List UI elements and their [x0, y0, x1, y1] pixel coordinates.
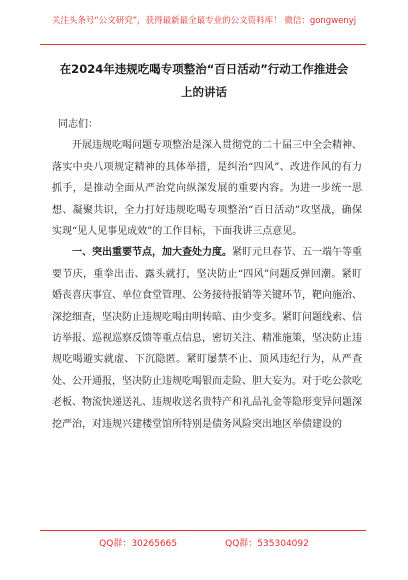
paragraph-intro: 开展违规吃喝问题专项整治是深入贯彻党的二十届三中全会精神、落实中央八项规定精神的具体举措，是纠治“四风”、改进作风的有力抓手，是推动全面从严治党向纵深发展的重要内容。为进一步统一思想、凝聚共识，全力打好违规吃喝专项整治“百日活动”攻坚战，确保实现“见人见事见成效”的工作目标，下面我讲三点意见。 — [52, 140, 362, 238]
document-title — [40, 58, 368, 104]
header-banner: 关注头条号“公文研究”，获得最新最全最专业的公文资料库！ 微信：gongwenyj — [51, 16, 357, 26]
document-body — [52, 114, 362, 435]
section-1-body: 紧盯元旦春节、五一端午等重要节庆，重拳出击、露头就打，坚决防止“四风”问题反弹回潮。紧盯婚丧喜庆事宜、单位食堂管理、公务接待报销等关键环节，靶向施治、深挖细查，坚决防止违规吃喝由明转暗、由少变多。紧盯问题线索、信访举报、巡视巡察反馈等重点信息，密切关注、精准施策，坚决防止违规吃喝避实就虚、下沉隐匿。紧盯屡禁不止、顶风违纪行为，从严查处、公开通报，坚决防止违规吃喝银而走险、胆大妄为。对于吃公款吃老板、物流快递送礼、违规收送名贵特产和礼品礼金等隐形变异问题深挖严治，对违规兴建楼堂馆所特别是债务风险突出地区举债建设的 — [52, 247, 362, 430]
header-divider — [40, 44, 366, 45]
footer-qq-group-2: QQ群：535304092 — [225, 539, 309, 549]
title-line-1: 在2024年违规吃喝专项整治“百日活动”行动工作推进会 — [59, 62, 349, 76]
footer-divider — [40, 530, 366, 531]
salutation: 同志们： — [58, 119, 98, 130]
title-line-2: 上的讲话 — [181, 85, 227, 99]
paragraph-section-1 — [52, 242, 362, 435]
section-heading-1: 一、突出重要节点，加大查处力度。 — [72, 247, 232, 259]
footer — [0, 536, 408, 549]
footer-qq-group-1: QQ群：30265665 — [99, 539, 178, 549]
